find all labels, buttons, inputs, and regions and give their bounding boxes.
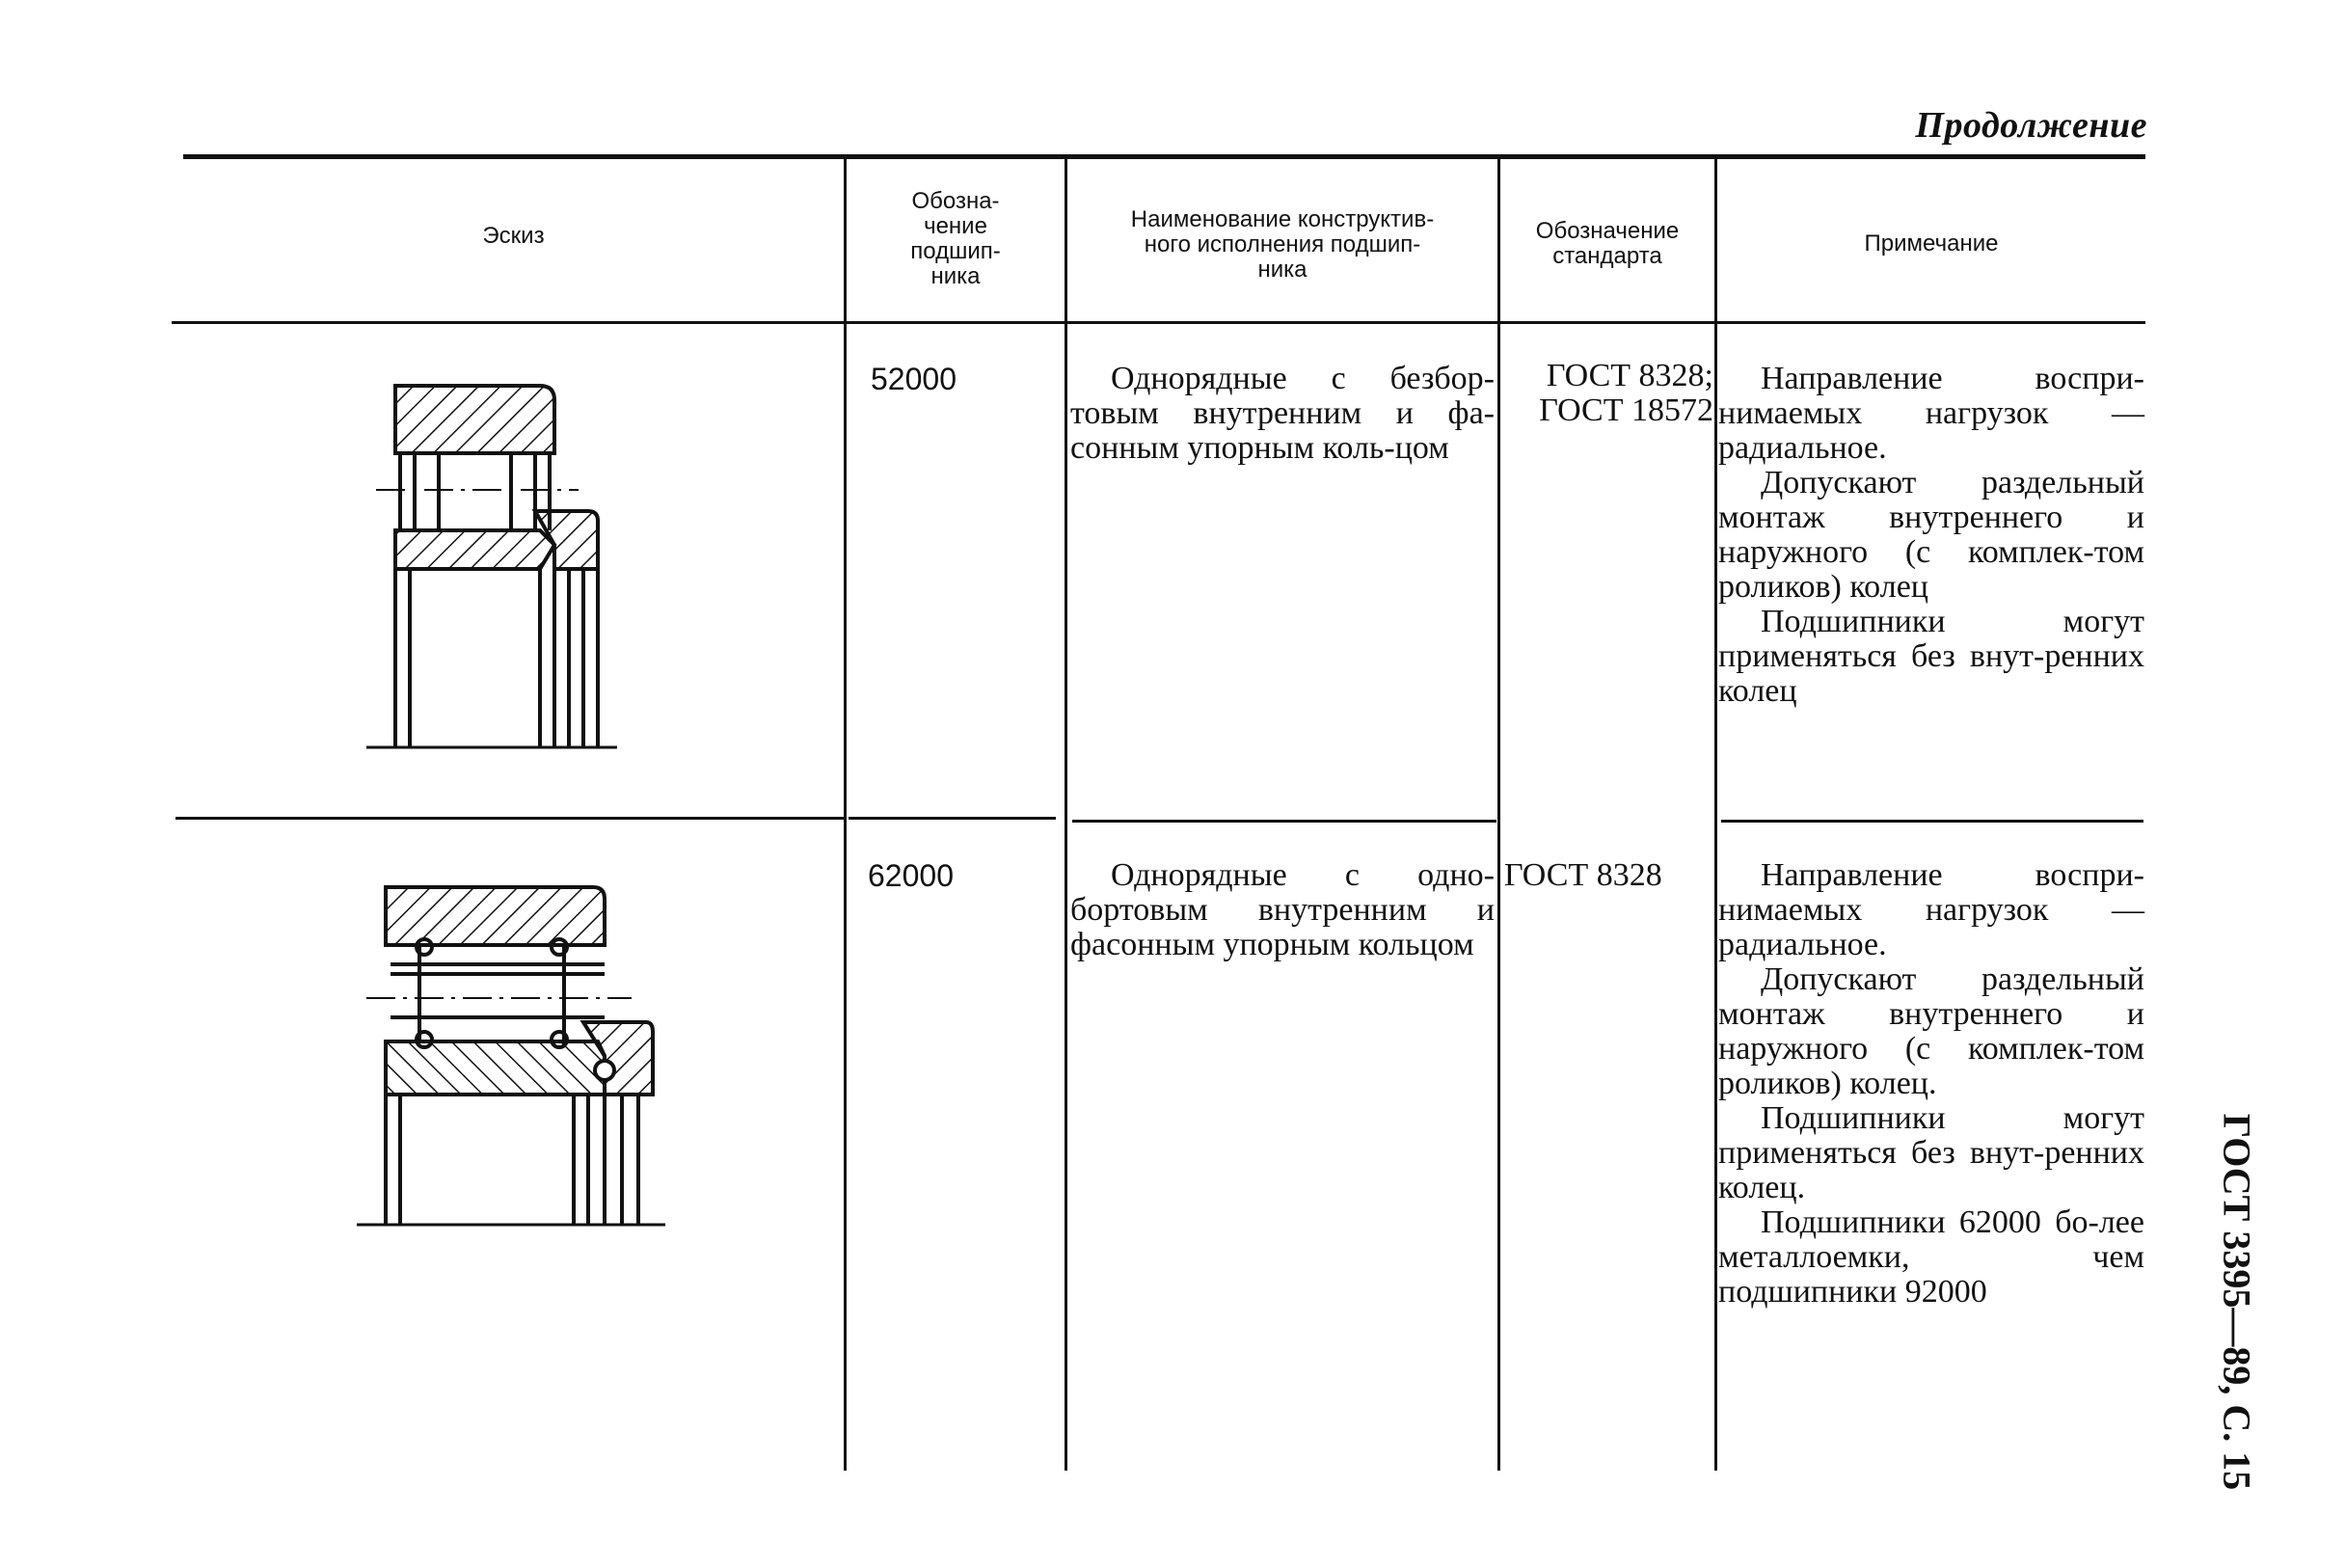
row2-note-line: Допускают раздельный монтаж внутреннего и наружного (с комплек-том роликов) колец. <box>1718 961 2144 1101</box>
row2-note-line: Подшипники могут применяться без внут-ренних колец. <box>1718 1100 2144 1205</box>
header-name: Наименование конструктив- ного исполнения подшип- ника <box>1130 206 1435 283</box>
column-divider-2 <box>1065 159 1067 1471</box>
row2-note <box>1718 858 2144 1310</box>
row2-designation: 62000 <box>868 858 954 893</box>
bearing-sketch-52000 <box>357 376 646 762</box>
continuation-label: Продолжение <box>1915 105 2147 146</box>
row2-note-line: Подшипники 62000 бо-лее металлоемки, чем подшипники 92000 <box>1718 1204 2144 1310</box>
table-top-rule <box>183 154 2145 159</box>
row-separator-4 <box>1721 820 2143 823</box>
row1-note-line: Направление воспри-нимаемых нагрузок — радиальное. <box>1718 361 2144 466</box>
page-side-stamp <box>2170 1113 2305 1491</box>
header-sketch: Эскиз <box>482 223 545 249</box>
row1-name: Однорядные с безбор-товым внутренним и фа-сонным упорным коль-цом <box>1070 361 1495 466</box>
header-note: Примечание <box>1864 230 1999 257</box>
row-separator-2 <box>849 817 1056 820</box>
header-bottom-rule <box>172 321 2145 324</box>
side-stamp-text: ГОСТ 3395—89, С. 15 <box>2215 1113 2259 1491</box>
column-divider-1 <box>844 159 847 1471</box>
row-separator-1 <box>175 817 846 820</box>
row-separator-3 <box>1072 820 1496 823</box>
column-divider-3 <box>1497 159 1500 1471</box>
bearing-sketch-62000 <box>352 878 680 1234</box>
row1-note-line: Подшипники могут применяться без внут-ренних колец <box>1718 604 2144 709</box>
row2-name: Однорядные с одно-бортовым внутренним и фасонным упорным кольцом <box>1070 857 1495 962</box>
column-divider-4 <box>1714 159 1717 1471</box>
row1-standard: ГОСТ 8328; ГОСТ 18572 <box>1539 358 1713 428</box>
row1-designation: 52000 <box>871 362 957 396</box>
row2-standard: ГОСТ 8328 <box>1504 857 1662 893</box>
row2-note-line: Направление воспри-нимаемых нагрузок — радиальное. <box>1718 857 2144 962</box>
header-designation: Обозна- чение подшип- ника <box>910 188 1001 289</box>
header-standard: Обозначение стандарта <box>1535 218 1680 269</box>
row1-note-line: Допускают раздельный монтаж внутреннего и наружного (с комплек-том роликов) колец <box>1718 465 2144 605</box>
row1-note <box>1718 362 2144 709</box>
